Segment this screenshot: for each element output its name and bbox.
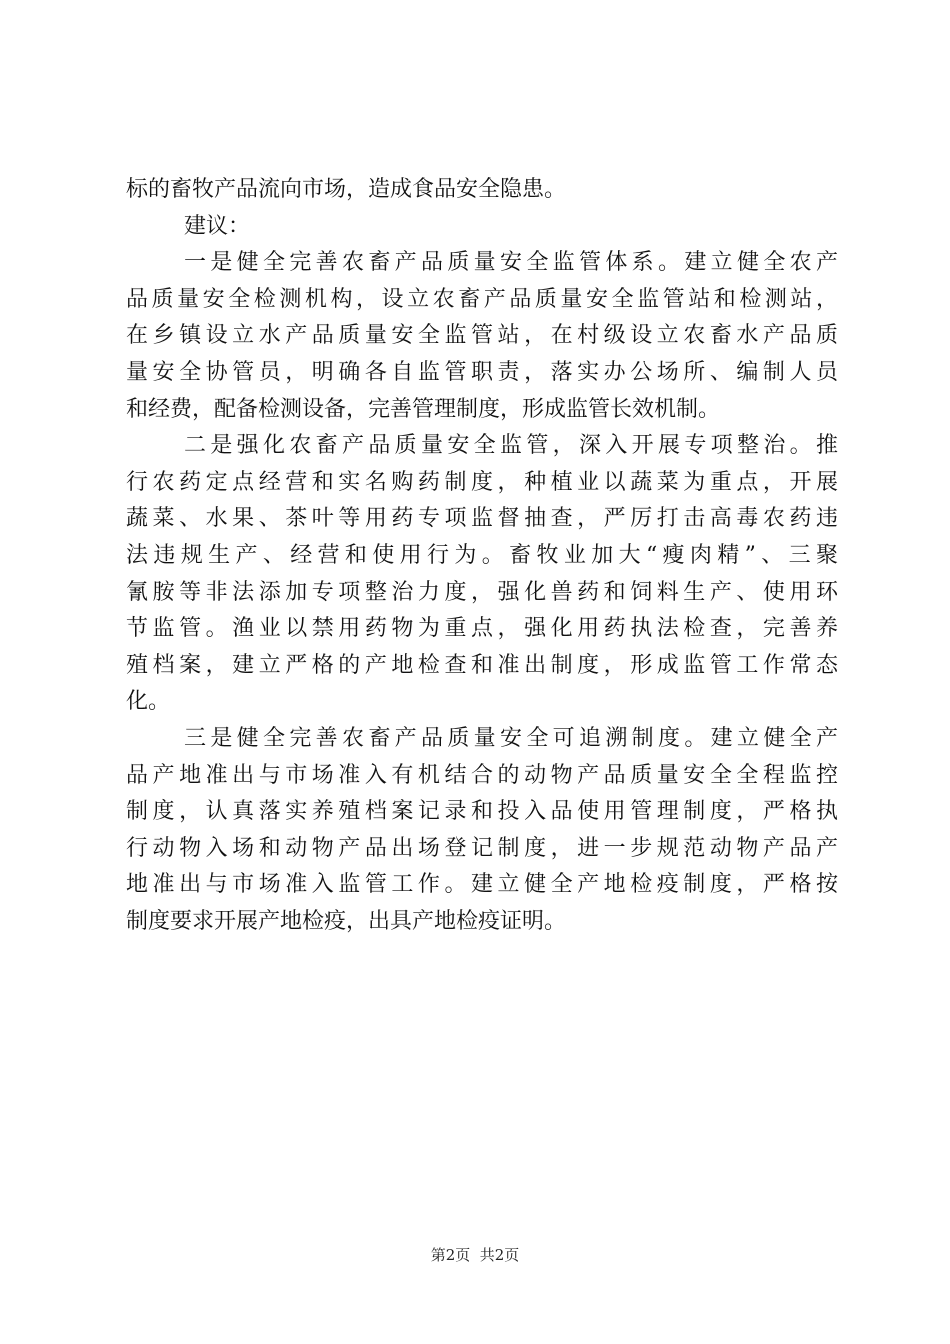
paragraph-line: 一是健全完善农畜产品质量安全监管体系。建立健全农产 bbox=[184, 250, 838, 276]
page-number-label: 第2页 共2页 bbox=[430, 1246, 520, 1264]
paragraph-line: 节监管。渔业以禁用药物为重点，强化用药执法检查，完善养 bbox=[126, 616, 838, 642]
paragraph-line: 品产地准出与市场准入有机结合的动物产品质量安全全程监控 bbox=[126, 762, 838, 788]
paragraph-line: 行农药定点经营和实名购药制度，种植业以蔬菜为重点，开展 bbox=[126, 469, 838, 495]
paragraph-line: 制度，认真落实养殖档案记录和投入品使用管理制度，严格执 bbox=[126, 799, 838, 825]
paragraph-line: 殖档案，建立严格的产地检查和准出制度，形成监管工作常态 bbox=[126, 652, 838, 678]
paragraph-line: 标的畜牧产品流向市场，造成食品安全隐患。 bbox=[126, 177, 567, 202]
paragraph-line: 三是健全完善农畜产品质量安全可追溯制度。建立健全产 bbox=[184, 725, 838, 751]
page-footer bbox=[0, 1244, 950, 1266]
paragraph-line: 二是强化农畜产品质量安全监管，深入开展专项整治。推 bbox=[184, 433, 838, 459]
paragraph-line: 蔬菜、水果、茶叶等用药专项监督抽查，严厉打击高毒农药违 bbox=[126, 506, 838, 532]
paragraph-line: 化。 bbox=[126, 689, 171, 715]
paragraph-line: 法违规生产、经营和使用行为。畜牧业加大“瘦肉精”、三聚 bbox=[126, 542, 838, 568]
paragraph-line: 在乡镇设立水产品质量安全监管站，在村级设立农畜水产品质 bbox=[126, 323, 838, 349]
paragraph-line: 地准出与市场准入监管工作。建立健全产地检疫制度，严格按 bbox=[126, 872, 838, 898]
paragraph-line: 品质量安全检测机构，设立农畜产品质量安全监管站和检测站， bbox=[126, 286, 838, 312]
paragraph-line: 建议： bbox=[184, 213, 251, 239]
paragraph-line: 氰胺等非法添加专项整治力度，强化兽药和饲料生产、使用环 bbox=[126, 579, 838, 605]
paragraph-line: 量安全协管员，明确各自监管职责，落实办公场所、编制人员 bbox=[126, 359, 838, 385]
paragraph-line: 行动物入场和动物产品出场登记制度，进一步规范动物产品产 bbox=[126, 835, 838, 861]
paragraph-line: 制度要求开展产地检疫，出具产地检疫证明。 bbox=[126, 908, 567, 934]
document-body bbox=[126, 172, 838, 940]
paragraph-line: 和经费，配备检测设备，完善管理制度，形成监管长效机制。 bbox=[126, 396, 721, 422]
